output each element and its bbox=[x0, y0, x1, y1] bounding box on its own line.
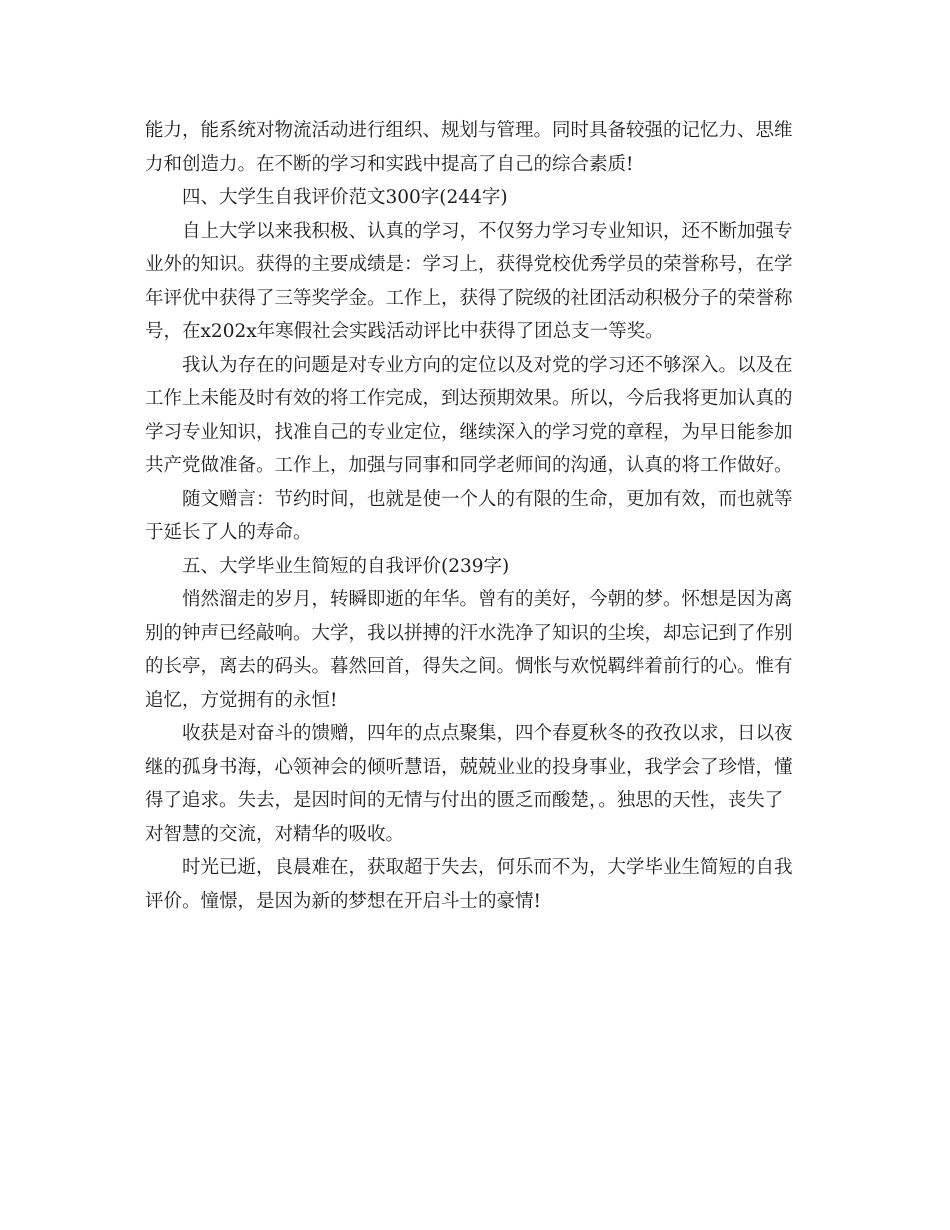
text-line: 得了追求。失去，是因时间的无情与付出的匮乏而酸楚，。独思的天性，丧失了 bbox=[145, 790, 784, 811]
text-line: 能力，能系统对物流活动进行组织、规划与管理。同时具备较强的记忆力、思维 bbox=[145, 120, 793, 141]
text-line: 随文赠言：节约时间，也就是使一个人的有限的生命，更加有效，而也就等 bbox=[182, 488, 793, 510]
text-line: 共产党做准备。工作上，加强与同事和同学老师间的沟通，认真的将工作做好。 bbox=[145, 455, 793, 476]
text-line: 别的钟声已经敲响。大学，我以拼搏的汗水洗净了知识的尘埃，却忘记到了作别 bbox=[145, 622, 793, 644]
text-line: 的长亭，离去的码头。暮然回首，得失之间。惆怅与欢悦羁绊着前行的心。惟有 bbox=[145, 656, 793, 677]
section-heading: 四、大学生自我评价范文300字(244字) bbox=[182, 187, 508, 208]
text-line: 于延长了人的寿命。 bbox=[145, 522, 312, 543]
text-line: 力和创造力。在不断的学习和实践中提高了自己的综合素质! bbox=[145, 153, 634, 175]
text-line: 评价。憧憬，是因为新的梦想在开启斗士的豪情! bbox=[145, 890, 541, 912]
text-line: 悄然溜走的岁月，转瞬即逝的年华。曾有的美好，今朝的梦。怀想是因为离 bbox=[182, 589, 793, 610]
text-line: 自上大学以来我积极、认真的学习，不仅努力学习专业知识，还不断加强专 bbox=[182, 220, 793, 242]
text-line: 号，在x202x年寒假社会实践活动评比中获得了团总支一等奖。 bbox=[145, 321, 664, 342]
document-body bbox=[145, 114, 807, 918]
text-line: 学习专业知识，找准自己的专业定位，继续深入的学习党的章程，为早日能参加 bbox=[145, 421, 793, 443]
text-line: 对智慧的交流，对精华的吸收。 bbox=[145, 823, 405, 845]
section-heading: 五、大学毕业生简短的自我评价(239字) bbox=[182, 555, 510, 577]
text-line: 年评优中获得了三等奖学金。工作上，获得了院级的社团活动积极分子的荣誉称 bbox=[145, 287, 793, 309]
text-line: 继的孤身书海，心领神会的倾听慧语，兢兢业业的投身事业，我学会了珍惜，懂 bbox=[145, 756, 793, 778]
text-line: 收获是对奋斗的馈赠，四年的点点聚集，四个春夏秋冬的孜孜以求，日以夜 bbox=[182, 723, 793, 744]
text-line: 时光已逝，良晨难在，获取超于失去，何乐而不为，大学毕业生简短的自我 bbox=[182, 857, 793, 878]
text-line: 工作上未能及时有效的将工作完成，到达预期效果。所以，今后我将更加认真的 bbox=[145, 388, 793, 409]
text-line: 追忆，方觉拥有的永恒! bbox=[145, 689, 338, 711]
text-line: 我认为存在的问题是对专业方向的定位以及对党的学习还不够深入。以及在 bbox=[182, 354, 793, 376]
text-line: 业外的知识。获得的主要成绩是：学习上，获得党校优秀学员的荣誉称号，在学 bbox=[145, 254, 793, 275]
